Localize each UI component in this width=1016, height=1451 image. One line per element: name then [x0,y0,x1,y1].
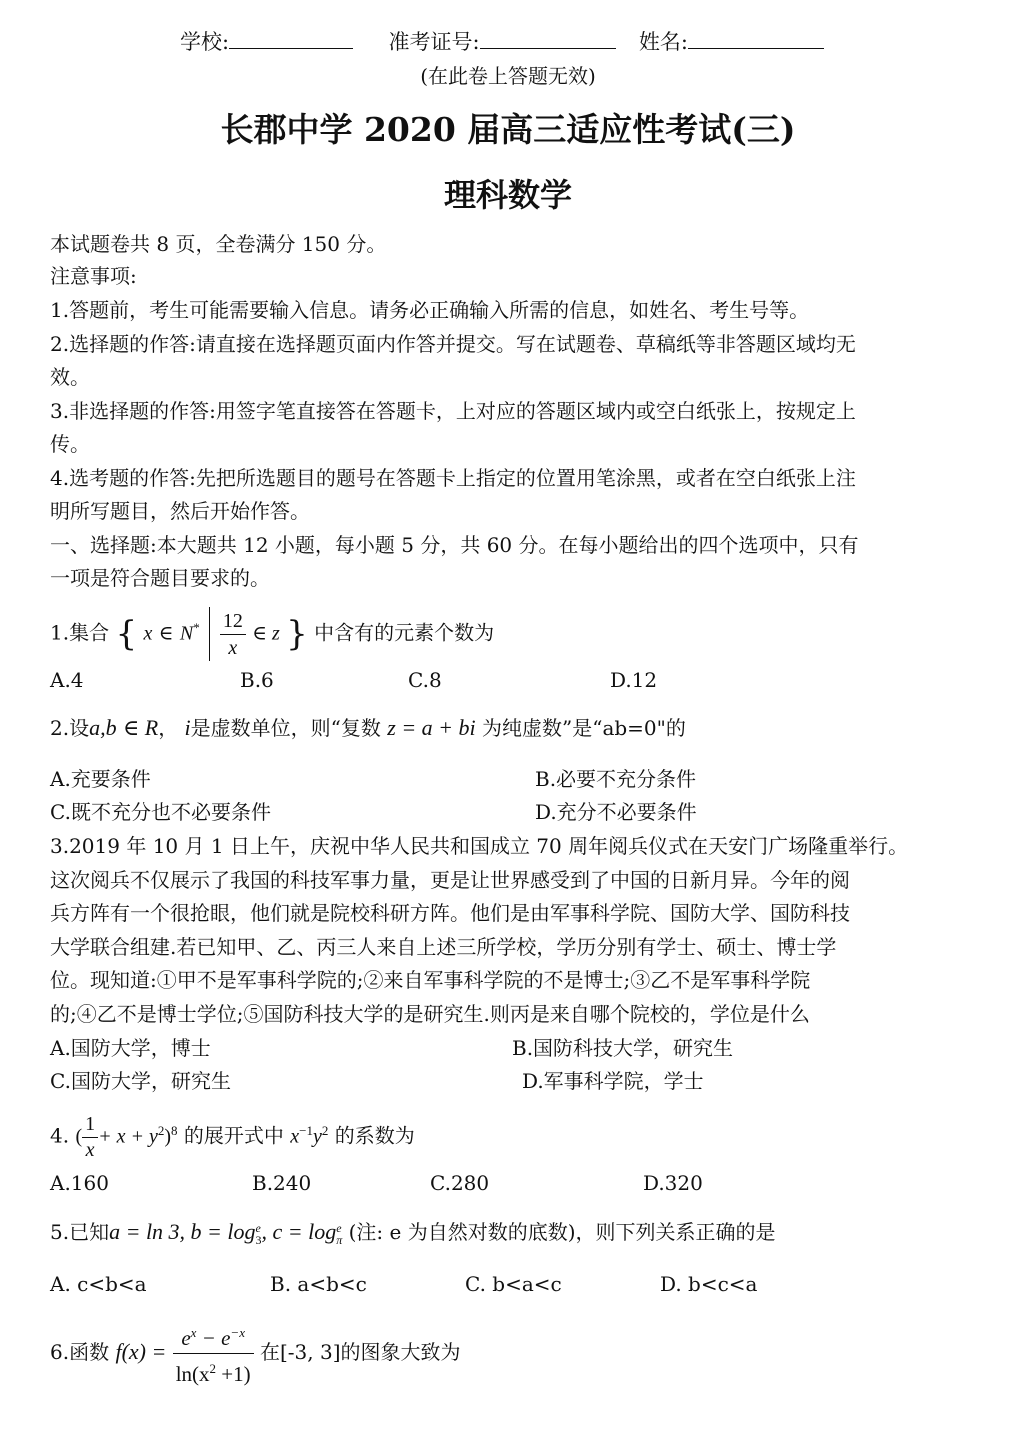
q6-num-sup1: x [190,1325,197,1340]
notice-3a: 3.非选择题的作答:用签字笔直接答在答题卡，上对应的答题区域内或空白纸张上，按规定上 [50,399,856,423]
notice-2b: 效。 [50,365,90,389]
q4-frac-den: x [82,1137,98,1163]
q1-prefix: 1.集合 [50,620,110,645]
q5-option-c[interactable]: C. b<a<c [465,1272,562,1296]
q2-option-b[interactable]: B.必要不充分条件 [535,767,697,791]
exam-no-blank[interactable] [480,30,616,49]
page-subtitle: 理科数学 [443,176,572,214]
q1-set-in: ∈ [158,622,174,645]
q3-option-c[interactable]: C.国防大学，研究生 [50,1069,231,1093]
q4-exp-outer: 8 [171,1123,178,1138]
q5-option-a[interactable]: A. c<b<a [50,1272,147,1296]
q3-line-2: 这次阅兵不仅展示了我国的科技军事力量，更是让世界感受到了中国的日新月异。今年的阅 [50,868,850,892]
q6-den-a: ln(x [175,1362,210,1386]
q1-frac-den: x [220,634,246,661]
q1-suffix: 中含有的元素个数为 [314,620,495,645]
q6-den-tail: +1) [216,1362,251,1386]
q6-numerator [173,1318,254,1353]
q4-option-b[interactable]: B.240 [252,1171,312,1195]
q5-option-b[interactable]: B. a<b<c [270,1272,367,1296]
q4-expr-rest: + x + y [98,1125,158,1148]
q6-prefix: 6.函数 [50,1340,110,1364]
q4-term-y: y [313,1125,322,1148]
q1-option-b[interactable]: B.6 [240,668,274,692]
q1-fraction [220,608,246,661]
q3-line-6: 的;④乙不是博士学位;⑤国防科技大学的是研究生.则丙是来自哪个院校的，学位是什么 [50,1002,810,1026]
q5-expr-c: , c = log [261,1219,337,1244]
name-label: 姓名: [638,30,688,54]
section-heading-b: 一项是符合题目要求的。 [50,566,270,590]
question-2 [50,714,686,742]
q4-exp-y: 2 [157,1123,165,1138]
q4-prefix: 4. [50,1123,70,1148]
school-label: 学校: [180,30,230,54]
q5-suffix: (注: e 为自然对数的底数)，则下列关系正确的是 [342,1220,776,1244]
notice-3b: 传。 [50,432,90,456]
question-6 [50,1318,461,1389]
q5-option-d[interactable]: D. b<c<a [660,1272,758,1296]
q2-option-d[interactable]: D.充分不必要条件 [535,800,697,824]
q5-prefix: 5.已知 [50,1220,110,1244]
q1-set-var: x [143,622,153,645]
q5-log-c-sup: e [336,1220,342,1235]
intro-line: 本试题卷共 8 页，全卷满分 150 分。 [50,232,387,256]
q4-suffix: 的系数为 [334,1123,415,1148]
header-note: (在此卷上答题无效) [420,64,596,88]
q2-prefix: 2.设 [50,716,90,740]
right-brace: } [286,614,308,655]
q4-term-y-exp: 2 [321,1123,329,1138]
q2-mid1: ， [158,716,179,740]
q1-set-N: N [179,622,194,645]
q2-suffix: 为纯虚数”是“ab=0"的 [482,716,686,740]
notice-2a: 2.选择题的作答:请直接在选择题页面内作答并提交。写在试题卷、草稿纸等非答题区域均无 [50,332,856,356]
q2-option-a[interactable]: A.充要条件 [50,767,151,791]
q3-line-1: 3.2019 年 10 月 1 日上午，庆祝中华人民共和国成立 70 周年阅兵仪式在天安门广场隆重举行。 [50,834,909,858]
notice-4b: 明所写题目，然后开始作答。 [50,499,310,523]
name-blank[interactable] [688,30,824,49]
q3-line-4: 大学联合组建.若已知甲、乙、丙三人来自上述三所学校，学历分别有学士、硕士、博士学 [50,935,837,959]
notice-4a: 4.选考题的作答:先把所选题目的题号在答题卡上指定的位置用笔涂黑，或者在空白纸张上注 [50,466,856,490]
page-title: 长郡中学 2020 届高三适应性考试(三) [220,110,796,149]
notice-title: 注意事项: [50,264,137,288]
q2-vars: a,b [89,715,117,740]
q4-term-x: x [290,1125,300,1148]
q4-option-d[interactable]: D.320 [643,1171,703,1195]
left-brace: { [115,614,138,655]
q6-suffix: 在[-3, 3]的图象大致为 [259,1340,461,1364]
q4-term-x-exp: −1 [299,1123,313,1138]
q6-func: f(x) = [115,1339,167,1364]
q2-i: i [184,715,191,740]
q6-num-e1: e [181,1326,191,1350]
q6-num-sup2: −x [230,1325,245,1340]
q3-option-b[interactable]: B.国防科技大学，研究生 [512,1036,734,1060]
q2-option-c[interactable]: C.既不充分也不必要条件 [50,800,271,824]
q4-frac-num: 1 [85,1112,96,1135]
q1-option-a[interactable]: A.4 [50,668,84,692]
q6-den-sup: 2 [209,1361,217,1376]
notice-1: 1.答题前，考生可能需要输入信息。请务必正确输入所需的信息，如姓名、考生号等。 [50,298,810,322]
q1-set-star: * [193,620,200,635]
q4-open-paren: ( [75,1125,83,1148]
q2-in-R: ∈ R [122,715,159,740]
q3-option-a[interactable]: A.国防大学，博士 [50,1036,211,1060]
q3-line-5: 位。现知道:①甲不是军事科学院的;②来自军事科学院的不是博士;③乙不是军事科学院 [50,968,811,992]
question-1 [50,598,494,664]
q4-fraction [82,1112,98,1163]
question-4 [50,1102,415,1166]
school-blank[interactable] [229,30,353,49]
q1-option-c[interactable]: C.8 [408,668,442,692]
q4-close-paren: ) [164,1125,172,1148]
q4-option-a[interactable]: A.160 [50,1171,109,1195]
exam-header-fields [180,28,824,56]
q5-log-b-sub: 3 [255,1232,262,1247]
q2-mid2: 是虚数单位，则“复数 [190,716,381,740]
set-divider [209,607,210,661]
q6-num-mid: − e [196,1326,231,1350]
q5-log-c-sub: π [336,1232,343,1247]
q5-log-b-sup: e [255,1220,261,1235]
q5-expr-a: a = ln 3, b = log [109,1219,256,1244]
q3-option-d[interactable]: D.军事科学院，学士 [522,1069,704,1093]
q2-expr: z = a + bi [387,715,476,740]
q4-mid: 的展开式中 [183,1123,284,1148]
section-heading-a: 一、选择题:本大题共 12 小题，每小题 5 分，共 60 分。在每小题给出的四个选项中，只有 [50,533,859,557]
q4-option-c[interactable]: C.280 [430,1171,490,1195]
q1-frac-num: 12 [222,609,243,632]
q6-denominator [173,1353,254,1389]
q1-tail: ∈ z [252,622,280,645]
exam-no-label: 准考证号: [388,30,480,54]
q3-line-3: 兵方阵有一个很抢眼，他们就是院校科研方阵。他们是由军事科学院、国防大学、国防科技 [50,901,850,925]
q6-fraction [173,1318,254,1389]
q1-option-d[interactable]: D.12 [610,668,658,692]
question-5 [50,1218,776,1246]
